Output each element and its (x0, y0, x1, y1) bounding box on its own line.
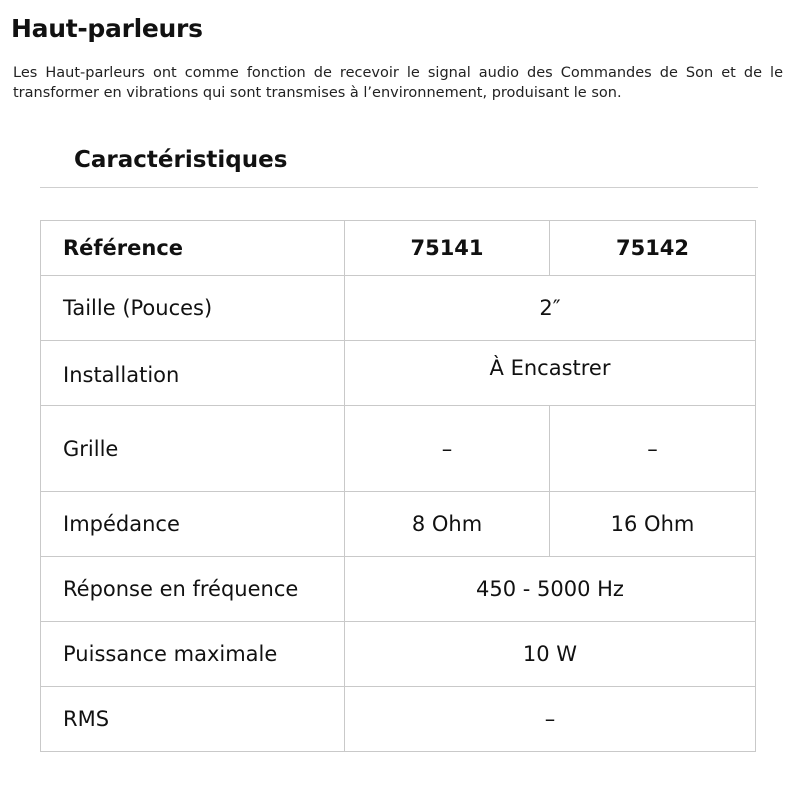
section-divider (40, 187, 758, 188)
header-reference-label: Référence (41, 221, 345, 276)
row-value-model-2: 16 Ohm (550, 492, 756, 557)
row-label: Taille (Pouces) (41, 276, 345, 341)
row-value: 2″ (345, 276, 756, 341)
row-value-model-1: – (345, 406, 550, 492)
table-row-grille (41, 406, 756, 492)
table-row-frequency-response (41, 557, 756, 622)
table-row-rms (41, 687, 756, 752)
row-value-model-2: – (550, 406, 756, 492)
row-value: 10 W (345, 622, 756, 687)
row-label: Impédance (41, 492, 345, 557)
header-model-1: 75141 (345, 221, 550, 276)
table-row-installation (41, 341, 756, 406)
header-model-2: 75142 (550, 221, 756, 276)
row-value: À Encastrer (345, 341, 756, 406)
row-value-model-1: 8 Ohm (345, 492, 550, 557)
page-title: Haut-parleurs (11, 14, 203, 43)
intro-paragraph: Les Haut-parleurs ont comme fonction de recevoir le signal audio des Commandes de Son et de le transformer en vibrations qui sont transmises à l’environnement, produisant le son. (13, 65, 783, 101)
row-label: RMS (41, 687, 345, 752)
table-row-impedance (41, 492, 756, 557)
row-value: – (345, 687, 756, 752)
row-label: Réponse en fréquence (41, 557, 345, 622)
row-label: Installation (41, 341, 345, 406)
specs-table (40, 220, 756, 752)
row-label: Grille (41, 406, 345, 492)
row-value: 450 - 5000 Hz (345, 557, 756, 622)
row-label: Puissance maximale (41, 622, 345, 687)
table-row-size (41, 276, 756, 341)
table-row-max-power (41, 622, 756, 687)
table-header-row (41, 221, 756, 276)
section-title: Caractéristiques (74, 147, 288, 173)
